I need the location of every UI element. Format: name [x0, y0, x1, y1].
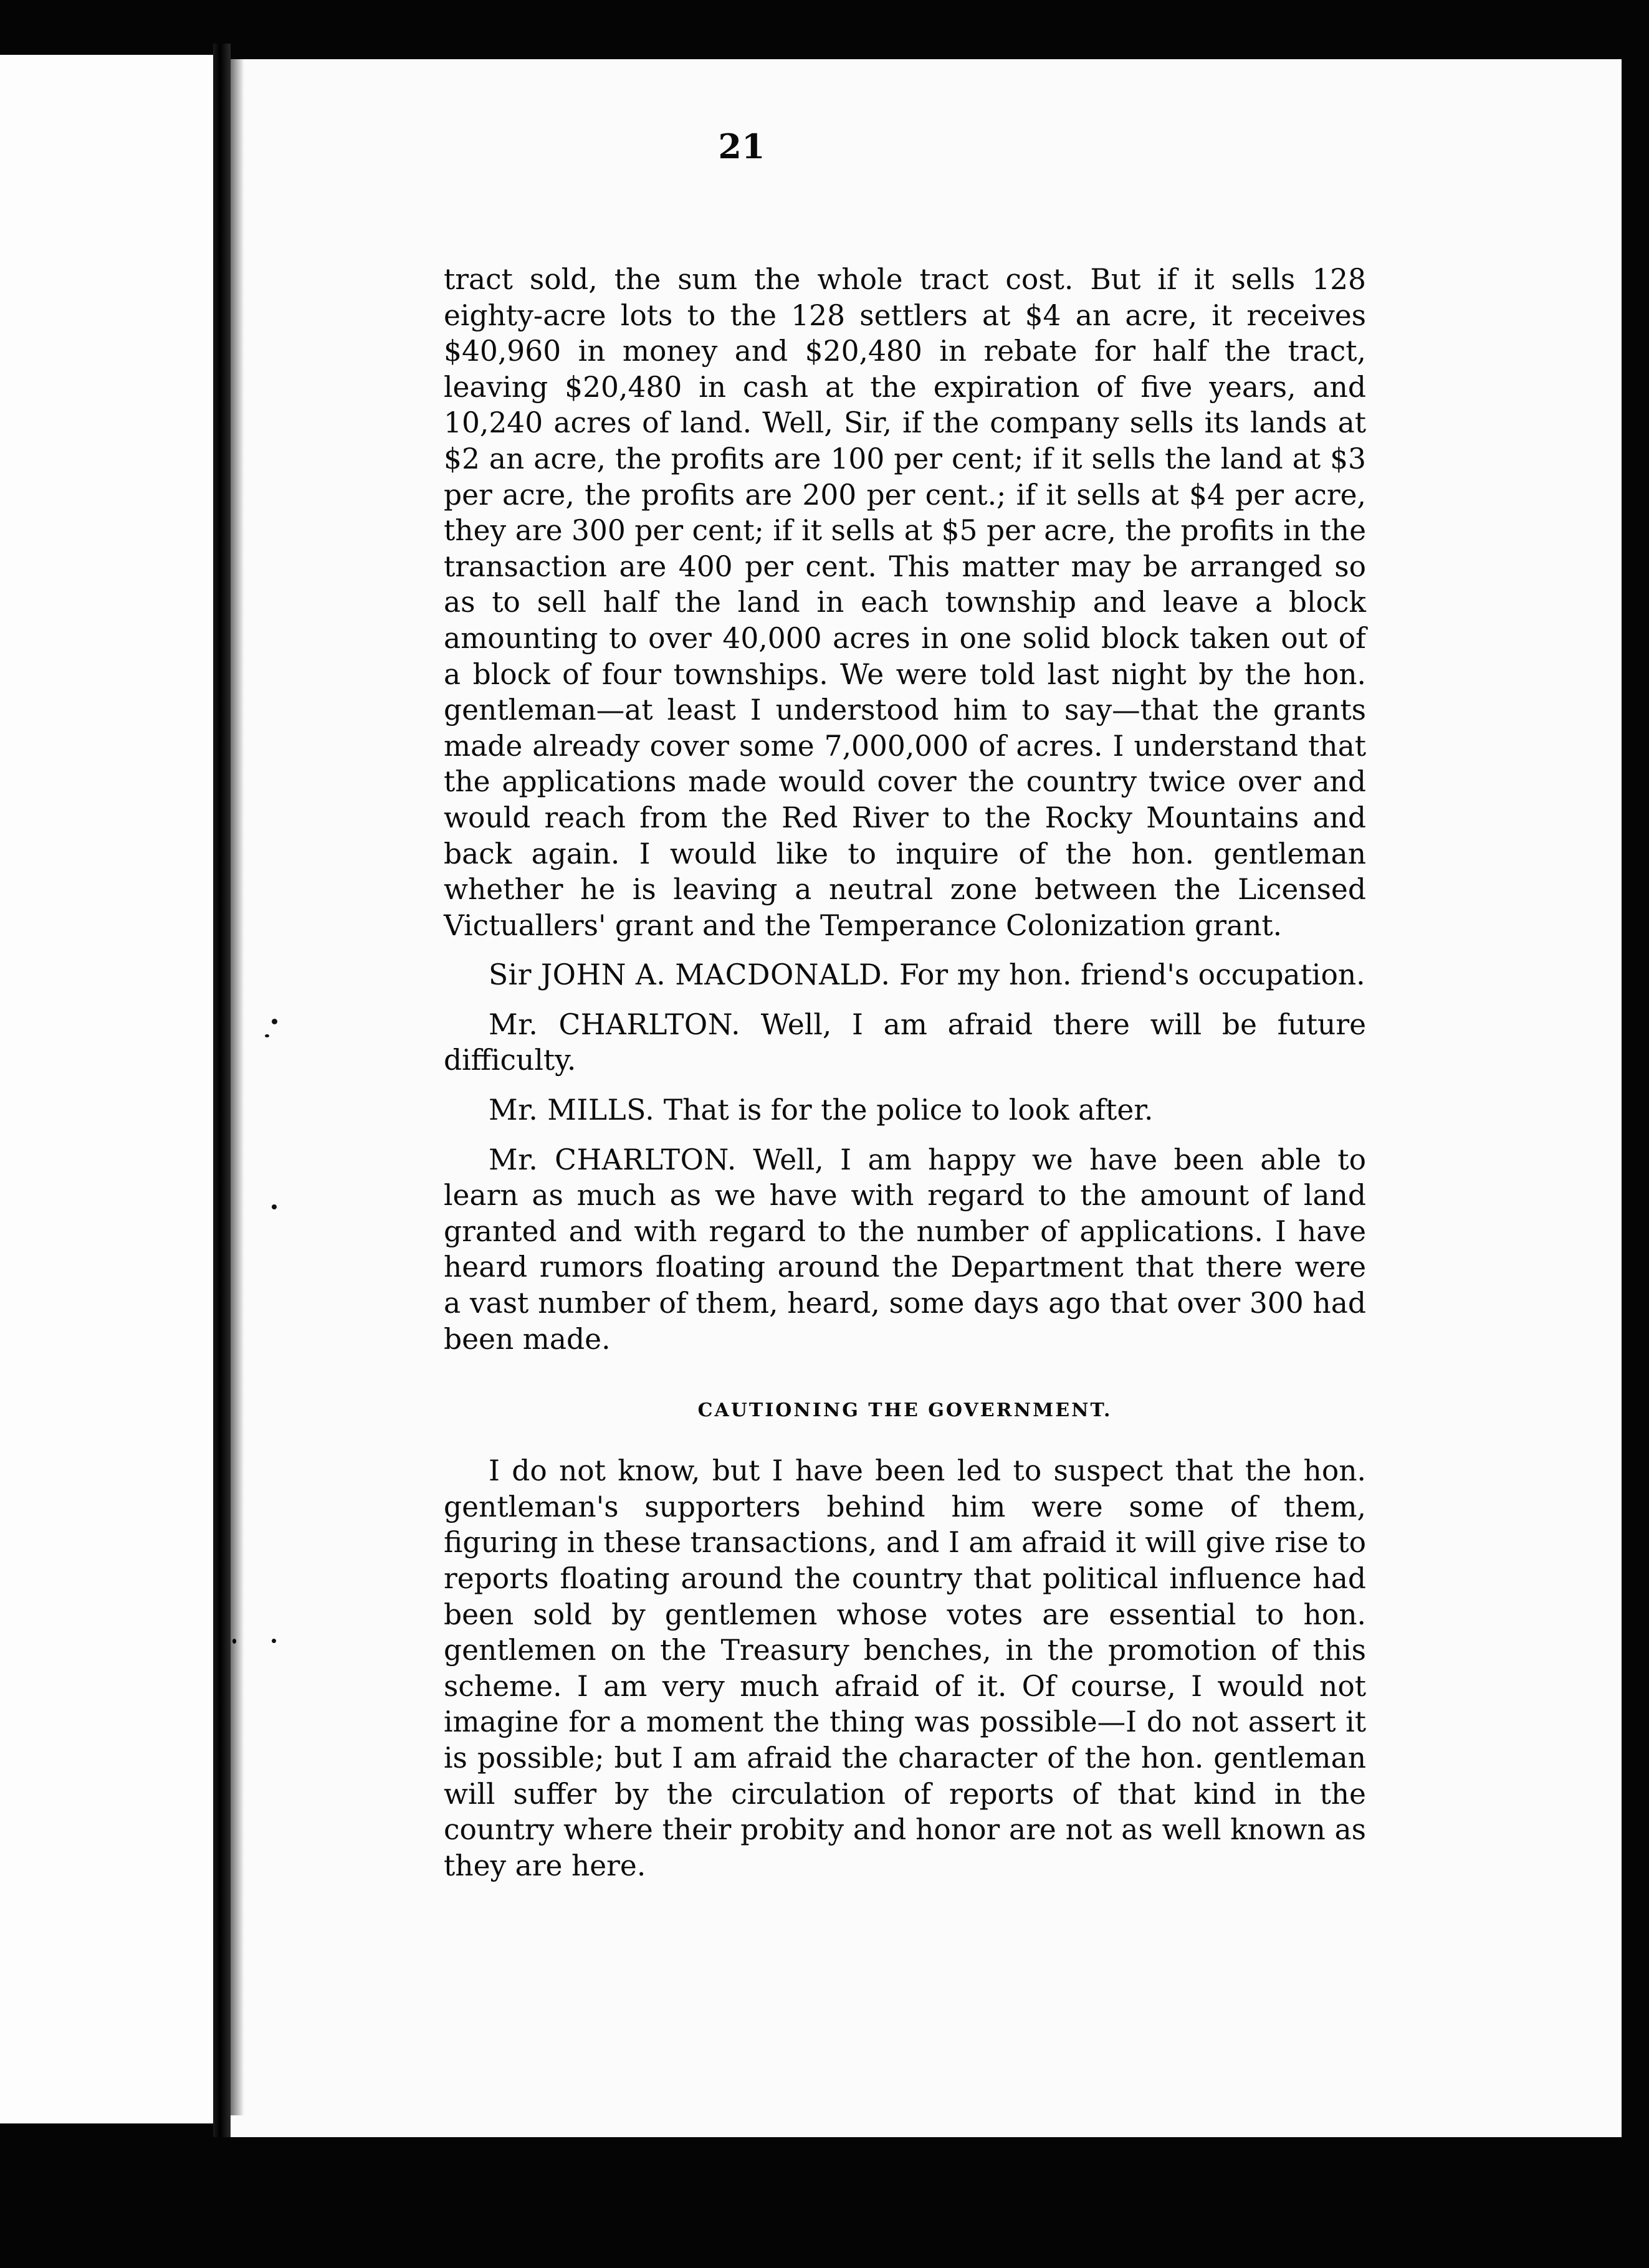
speaker-name: Mr. CHARLTON. [489, 1143, 737, 1176]
speech-text: Well, I am afraid there will be future difficulty. [444, 1008, 1366, 1077]
ink-speck [265, 1034, 269, 1037]
speaker-name: Mr. MILLS. [489, 1094, 655, 1127]
ink-speck [272, 1019, 277, 1024]
body-paragraph: I do not know, but I have been led to suspect that the hon. gentleman's supporters behind him were some of them, figuring in these transactions, and I am afraid it will give rise to reports floating around the country that political influence had been sold by gentlemen whose votes are essential to hon. gentlemen on the Treasury benches, in the promotion of this scheme. I am very much afraid of it. Of course, I would not imagine for a moment the thing was possible—I do not assert it is possible; but I am afraid the character of the hon. gentleman will suffer by the circulation of reports of that kind in the country where their probity and honor are not as well known as they are here. [444, 1454, 1366, 1882]
speech-paragraph [444, 1142, 1366, 1358]
speaker-name: Sir JOHN A. MACDONALD. [489, 958, 891, 992]
ink-speck [272, 1639, 276, 1643]
body-paragraph: tract sold, the sum the whole tract cost. But if it sells 128 eighty-acre lots to the 128 settlers at $4 an acre, it receives $40,960 in money and $20,480 in rebate for half the tract, leaving $20,480 in cash at the expiration of five years, and 10,240 acres of land. Well, Sir, if the company sells its lands at $2 an acre, the profits are 100 per cent; if it sells the land at $3 per acre, the profits are 200 per cent.; if it sells at $4 per acre, they are 300 per cent; if it sells at $5 per acre, the profits in the transaction are 400 per cent. This matter may be arranged so as to sell half the land in each township and leave a block amounting to over 40,000 acres in one solid block taken out of a block of four townships. We were told last night by the hon. gentleman—at least I understood him to say—that the grants made already cover some 7,000,000 of acres. I understand that the applications made would cover the country twice over and would reach from the Red River to the Rocky Mountains and back again. I would like to inquire of the hon. gentleman whether he is leaving a neutral zone between the Licensed Victuallers' grant and the Temperance Colonization grant. [444, 263, 1366, 942]
book-gutter [213, 44, 231, 2137]
left-page-edge [0, 55, 217, 2123]
speech-paragraph [444, 1007, 1366, 1079]
gutter-shadow [231, 59, 244, 2115]
ink-speck [272, 1204, 277, 1209]
speech-paragraph [444, 957, 1366, 993]
speech-text: Well, I am happy we have been able to learn as much as we have with regard to the amount of land granted and with regard to the number of applications. I have heard rumors floating around the Department that there were a vast number of them, heard, some days ago that over 300 had been made. [444, 1143, 1366, 1356]
speech-paragraph [444, 1092, 1366, 1128]
speech-text: That is for the police to look after. [663, 1094, 1154, 1127]
speech-text: For my hon. friend's occupation. [899, 958, 1365, 992]
text-column [444, 262, 1366, 1884]
section-heading: CAUTIONING THE GOVERNMENT. [697, 1399, 1112, 1422]
speaker-name: Mr. CHARLTON. [489, 1008, 741, 1041]
page-number: 21 [718, 126, 765, 166]
